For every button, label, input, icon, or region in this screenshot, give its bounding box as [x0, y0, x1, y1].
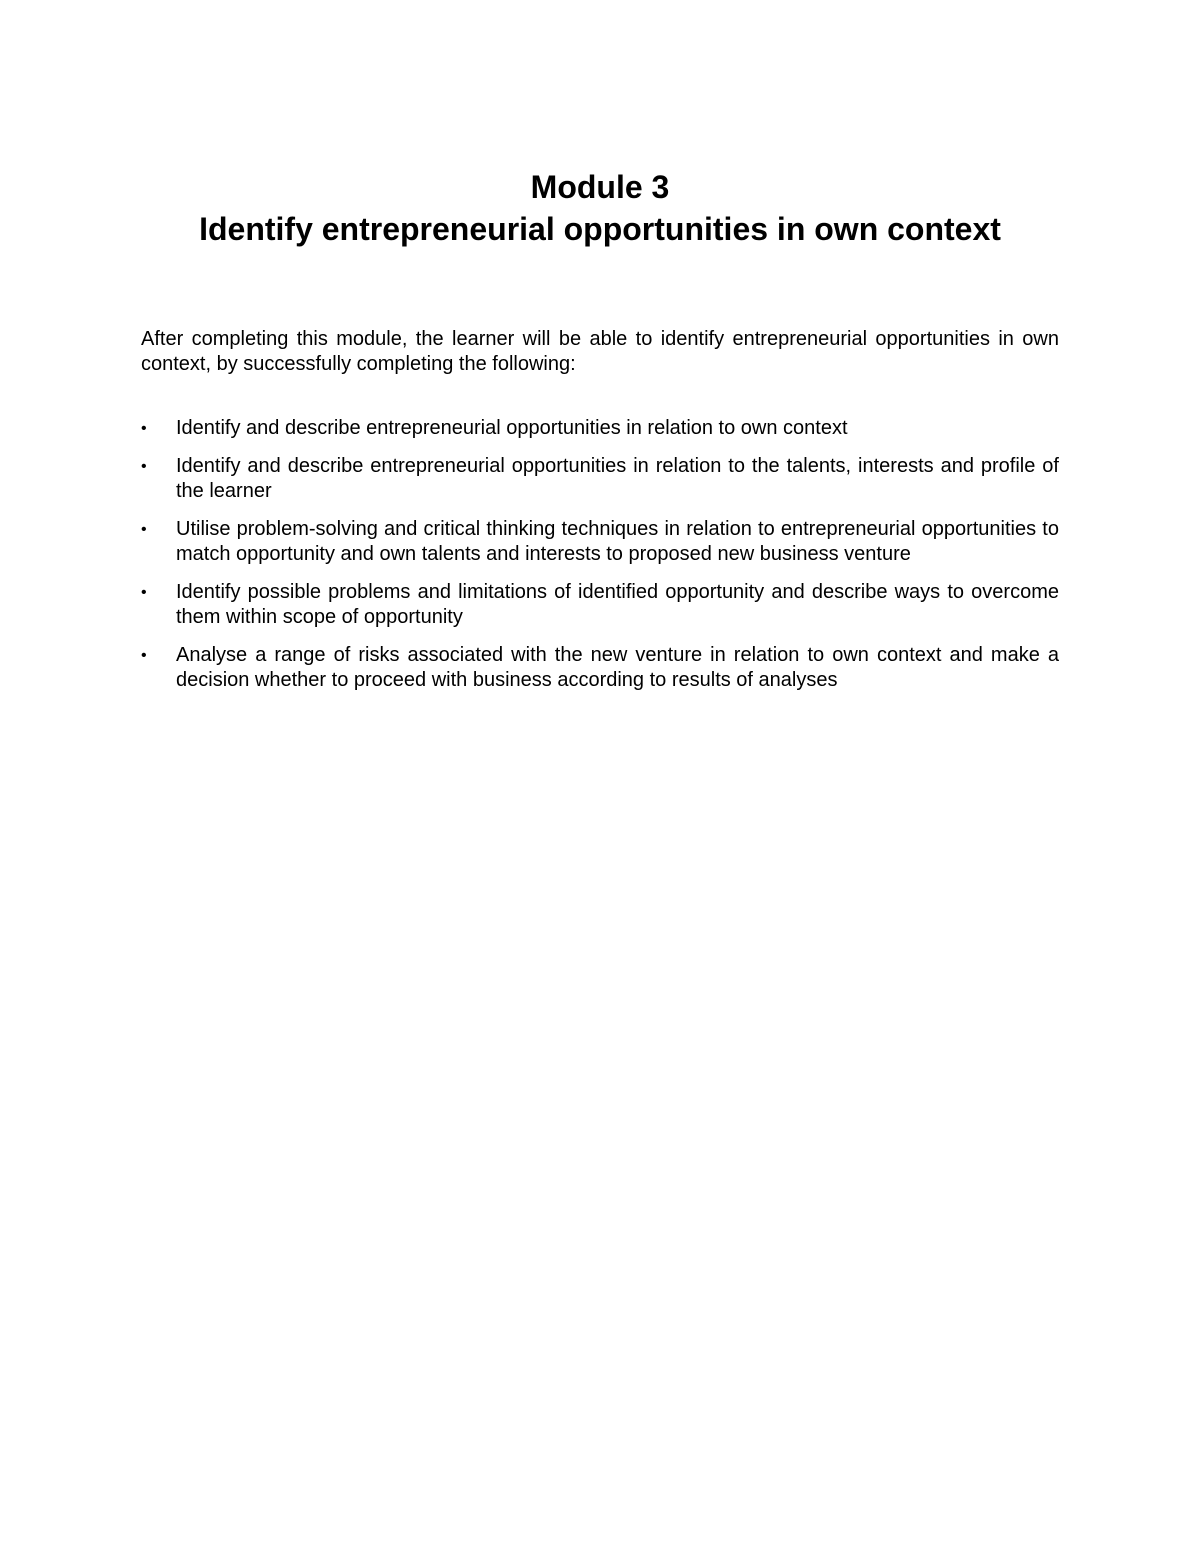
bullet-icon: •: [141, 521, 147, 538]
objective-item: [141, 454, 1059, 504]
objective-item: [141, 416, 1059, 441]
objective-item: [141, 643, 1059, 693]
bullet-icon: •: [141, 420, 147, 437]
bullet-icon: •: [141, 458, 147, 475]
objectives-list: [141, 416, 1059, 706]
objective-item: [141, 517, 1059, 567]
objective-text: Analyse a range of risks associated with the new venture in relation to own context and make a decision whether to proceed with business according to results of analyses: [176, 644, 1059, 691]
module-title: Identify entrepreneurial opportunities in own context: [199, 211, 1001, 247]
objective-text: Identify and describe entrepreneurial opportunities in relation to the talents, interests and profile of the learner: [176, 455, 1059, 502]
objective-text: Identify possible problems and limitations of identified opportunity and describe ways to overcome them within scope of opportunity: [176, 581, 1059, 628]
module-heading: [0, 166, 1200, 250]
module-label: Module 3: [530, 169, 670, 205]
objective-text: Utilise problem-solving and critical thinking techniques in relation to entrepreneurial opportunities to match opportunity and own talents and interests to proposed new business venture: [176, 518, 1059, 565]
intro-paragraph: After completing this module, the learner will be able to identify entrepreneurial opportunities in own context, by successfully completing the following:: [141, 328, 1059, 375]
objective-item: [141, 580, 1059, 630]
bullet-icon: •: [141, 584, 147, 601]
objective-text: Identify and describe entrepreneurial opportunities in relation to own context: [176, 417, 848, 439]
bullet-icon: •: [141, 647, 147, 664]
